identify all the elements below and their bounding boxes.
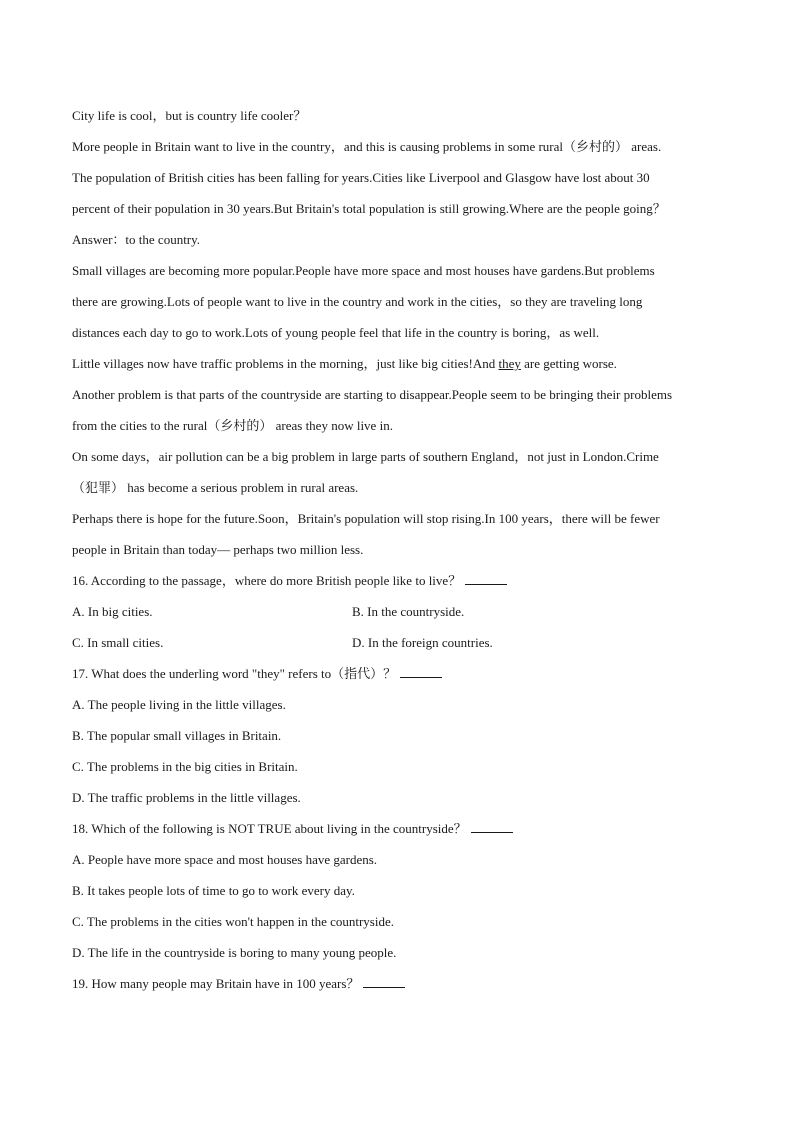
option-c[interactable]: C. In small cities.: [72, 635, 164, 650]
passage-title: City life is cool，but is country life cooler？: [72, 108, 307, 123]
question-16-options-row: [72, 627, 732, 658]
passage-line: Perhaps there is hope for the future.Soon，Britain's population will stop rising.In 100 years，there will be fewer: [72, 511, 660, 526]
passage-line: there are growing.Lots of people want to live in the country and work in the cities，so they are traveling long: [72, 294, 643, 309]
question-stem: 19. How many people may Britain have in 100 years？: [72, 976, 360, 991]
option-c[interactable]: C. The problems in the cities won't happen in the countryside.: [72, 914, 394, 929]
question-18: [72, 813, 732, 844]
option-d[interactable]: D. In the foreign countries.: [352, 635, 493, 650]
option-c[interactable]: C. The problems in the big cities in Britain.: [72, 759, 298, 774]
question-stem: 16. According to the passage，where do more British people like to live？: [72, 573, 462, 588]
option-a[interactable]: A. People have more space and most houses have gardens.: [72, 852, 378, 867]
option-b[interactable]: B. The popular small villages in Britain.: [72, 728, 282, 743]
passage-line: people in Britain than today— perhaps two million less.: [72, 542, 364, 557]
document-page: [72, 100, 732, 999]
passage-line: More people in Britain want to live in the country，and this is causing problems in some rural（乡村的） areas.: [72, 139, 662, 154]
option-d[interactable]: D. The traffic problems in the little villages.: [72, 790, 301, 805]
question-stem: 18. Which of the following is NOT TRUE about living in the countryside？: [72, 821, 467, 836]
passage-line: Answer：to the country.: [72, 232, 201, 247]
answer-blank[interactable]: [465, 572, 507, 585]
option-d[interactable]: D. The life in the countryside is boring to many young people.: [72, 945, 397, 960]
question-stem: 17. What does the underling word "they" refers to（指代）？: [72, 666, 397, 681]
passage-line: On some days，air pollution can be a big problem in large parts of southern England，not just in London.Crime: [72, 449, 659, 464]
answer-blank[interactable]: [471, 820, 513, 833]
option-b[interactable]: B. In the countryside.: [352, 604, 465, 619]
passage-line: distances each day to go to work.Lots of young people feel that life in the country is boring，as well.: [72, 325, 600, 340]
answer-blank[interactable]: [400, 665, 442, 678]
passage-line: percent of their population in 30 years.But Britain's total population is still growing.Where are the people going？: [72, 201, 666, 216]
passage-line: Another problem is that parts of the countryside are starting to disappear.People seem to be bringing their problems: [72, 387, 673, 402]
passage-line-they: [72, 348, 732, 379]
underlined-word-they: they: [498, 356, 521, 371]
passage-line: The population of British cities has been falling for years.Cities like Liverpool and Glasgow have lost about 30: [72, 170, 650, 185]
option-a[interactable]: A. In big cities.: [72, 604, 153, 619]
passage-line: （犯罪） has become a serious problem in rural areas.: [72, 480, 359, 495]
option-b[interactable]: B. It takes people lots of time to go to work every day.: [72, 883, 355, 898]
question-16: [72, 565, 732, 596]
question-17: [72, 658, 732, 689]
passage-line: Small villages are becoming more popular.People have more space and most houses have gardens.But problems: [72, 263, 655, 278]
option-a[interactable]: A. The people living in the little villages.: [72, 697, 286, 712]
question-19: [72, 968, 732, 999]
passage-text: Little villages now have traffic problems in the morning，just like big cities!And: [72, 356, 499, 371]
passage-line: from the cities to the rural（乡村的） areas they now live in.: [72, 418, 393, 433]
passage-text: are getting worse.: [520, 356, 617, 371]
answer-blank[interactable]: [363, 975, 405, 988]
question-16-options-row: [72, 596, 732, 627]
